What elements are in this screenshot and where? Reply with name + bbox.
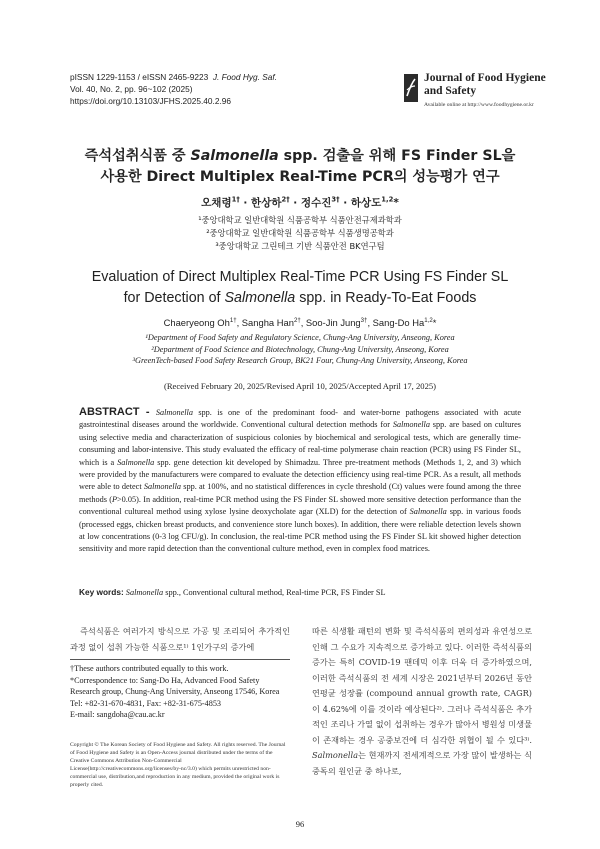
author-sup: 3† <box>331 195 340 204</box>
author-sup: 1,2 <box>424 316 433 324</box>
footnote-equal-contribution: †These authors contributed equally to this work. <box>70 664 229 673</box>
corresponding-mark: * <box>432 317 437 328</box>
logo-title-line2: and Safety <box>424 85 477 97</box>
body-text: 는 현재까지 전세계적으로 가장 많이 발생하는 식중독의 원인균 중 하나로, <box>312 750 532 776</box>
doi-link[interactable]: https://doi.org/10.13103/JFHS.2025.40.2.96 <box>70 96 231 106</box>
body-left-column <box>70 624 290 655</box>
footnotes <box>70 663 290 721</box>
author-name: Chaeryeong Oh <box>163 317 230 328</box>
author-sup: 1† <box>231 195 240 204</box>
author-sup: 3† <box>360 316 368 324</box>
keywords-label: Key words: <box>79 587 124 597</box>
author-sup: 1,2 <box>381 195 394 204</box>
body-text: 즉석식품은 여러가지 방식으로 가공 및 조리되어 추가적인 과정 없이 섭취 가능한 식품으로¹⁾ 1인가구의 증가에 <box>70 626 290 652</box>
genus-italic: Salmonella <box>117 457 155 467</box>
affiliation: ³중앙대학교 그린테크 기반 식품안전 BK연구팀 <box>215 241 385 251</box>
abstract <box>79 406 521 556</box>
body-right-column <box>312 624 532 779</box>
abstract-text: spp. in various foods (processed eggs, chicken breast products, and convenience store lunch boxes). In addition, there were reliable detection levels shown at low concentrations (0-3 log CFU/g). In conclusion, the real-time PCR method using the FS Finder SL kit showed higher detection sensitivity and more rapid detection than the conventional culture method, even in complex food matrices. <box>79 507 521 554</box>
abstract-text: spp. at 100%, and no statistical differences in cycle threshold (Ct) values were found among the three methods ( <box>79 482 521 504</box>
affiliation: ³GreenTech-based Food Safety Research Group, BK21 Four, Chung-Ang University, Anseong, Korea <box>132 356 468 365</box>
korean-title-genus: Salmonella <box>190 148 279 164</box>
body-text: 따른 식생활 패턴의 변화 및 즉석식품의 편의성과 유연성으로 인해 그 수요가 지속적으로 증가하고 있다. 이러한 즉석식품의 증가는 특히 COVID-19 팬데믹 이후 더욱 더 증가하였으며, 이러한 즉석식품의 전 세계 시장은 2021년부터 2026년 동안 연평균 성장률 (compound annual growth rate, CAGR)이 4.62%에 이를 것이라 예상된다²⁾. 그러나 즉석식품은 추가적인 조리나 가열 없이 섭취하는 경우가 많아서 병원성 미생물이 존재하는 경우 공중보건에 더 심각한 위협이 될 수 있다³⁾. <box>312 626 532 745</box>
genus-italic: Salmonella <box>409 507 447 517</box>
logo-title-line1: Journal of Food Hygiene <box>424 72 546 84</box>
footnote-correspondence: *Correspondence to: Sang-Do Ha, Advanced Food Safety Research group, Chung-Ang University, Anseong 17546, Korea <box>70 675 280 696</box>
korean-title-text: 즉석섭취식품 중 <box>84 148 191 164</box>
author-name: , Soo-Jin Jung <box>300 317 361 328</box>
footnote-divider <box>70 659 290 660</box>
author-sup: 1† <box>229 316 237 324</box>
journal-header <box>70 71 277 107</box>
footnote-email[interactable]: E-mail: sangdoha@cau.ac.kr <box>70 710 165 719</box>
english-title-text: for Detection of <box>123 290 225 306</box>
author-sup: 2† <box>293 316 301 324</box>
genus-italic: Salmonella <box>123 588 164 597</box>
abstract-text: spp. gene detection kit developed by Shimadzu. Three pre-treatment methods (Methods 1, 2, and 3) which were provided by the manufacturers were compared to evaluate the detection efficiency using real-time PCR. As a result, all methods were able to detect <box>79 457 522 492</box>
genus-italic: Salmonella <box>143 482 181 492</box>
author-name: · 한상하 <box>243 197 282 209</box>
copyright-notice: Copyright © The Korean Society of Food Hygiene and Safety. All rights reserved. The Journal of Food Hygiene and Safety is an Open-Access journal distributed under the terms of the Creative Commons Attribution Non-Commercial License(http://creativecommons.org/licenses/by-nc/3.0) which permits unrestricted non-commercial use, distribution,and reproduction in any medium, provided the original work is properly cited. <box>70 742 286 789</box>
english-affiliations <box>0 332 600 367</box>
genus-italic: Salmonella <box>312 750 359 760</box>
affiliation: ¹Department of Food Safety and Regulatory Science, Chung-Ang University, Anseong, Korea <box>145 333 455 342</box>
english-title <box>0 267 600 309</box>
journal-logo-icon <box>404 74 418 102</box>
author-name: · 하상도 <box>343 197 382 209</box>
journal-logo <box>404 72 546 118</box>
abstract-text: spp. is one of the predominant food- and water-borne pathogens associated with acute gastrointestinal diseases around the worldwide. Conventional cultural detection methods for <box>79 408 521 430</box>
issn: pISSN 1229-1153 / eISSN 2465-9223 <box>70 72 209 82</box>
english-title-genus: Salmonella <box>224 290 296 306</box>
footnote-phone: Tel: +82-31-670-4831, Fax: +82-31-675-4853 <box>70 698 222 708</box>
author-name: , Sangha Han <box>236 317 294 328</box>
korean-authors <box>0 195 600 210</box>
author-sup: 2† <box>281 195 290 204</box>
english-title-line2 <box>0 288 600 309</box>
p-value-symbol: P <box>111 494 118 504</box>
keywords-text: spp., Conventional cultural method, Real-time PCR, FS Finder SL <box>163 588 386 597</box>
journal-abbrev: J. Food Hyg. Saf. <box>212 72 277 82</box>
korean-title-line2: 사용한 Direct Multiplex Real-Time PCR의 성능평가 연구 <box>100 169 500 185</box>
available-online: Available online at http://www.foodhygiene.or.kr <box>424 102 534 108</box>
author-name: · 정수진 <box>293 197 332 209</box>
affiliation: ²Department of Food Science and Biotechnology, Chung-Ang University, Anseong, Korea <box>151 344 449 354</box>
english-authors <box>0 317 600 328</box>
keywords <box>79 587 521 597</box>
korean-title-line1 <box>0 146 600 167</box>
page-number: 96 <box>295 819 305 829</box>
corresponding-mark: * <box>393 197 399 209</box>
korean-title-text: spp. 검출을 위해 FS Finder SL을 <box>278 148 516 164</box>
abstract-heading: ABSTRACT - <box>79 406 156 418</box>
affiliation: ¹중앙대학교 일반대학원 식품공학부 식품안전규제과학과 <box>198 215 402 225</box>
genus-italic: Salmonella <box>392 420 430 430</box>
english-title-text: spp. in Ready-To-Eat Foods <box>295 290 477 306</box>
affiliation: ²중앙대학교 일반대학원 식품공학부 식품생명공학과 <box>206 228 394 238</box>
english-title-line1: Evaluation of Direct Multiplex Real-Time PCR Using FS Finder SL <box>91 269 509 285</box>
author-name: , Sang-Do Ha <box>367 317 425 328</box>
received-dates: (Received February 20, 2025/Revised April 10, 2025/Accepted April 17, 2025) <box>163 381 437 391</box>
volume-info: Vol. 40, No. 2, pp. 96~102 (2025) <box>70 84 193 94</box>
korean-affiliations <box>0 214 600 253</box>
genus-italic: Salmonella <box>155 408 193 417</box>
abstract-text: >0.05). In addition, real-time PCR method using the FS Finder SL showed more sensitive detection performance than the conventional cultureal method using xylose lysine deoxycholate agar (XLD) for the detection of <box>79 494 521 517</box>
author-name: 오채령 <box>201 197 232 209</box>
korean-title <box>0 146 600 188</box>
abstract-text: spp. are based on cultures using selective media and characterization of suspicious colonies by biochemical and serological tests, which are generally time-consuming and labor-intensive. This study evaluated the efficacy of real-time polymerase chain reaction (PCR) using FS Finder SL, which is a <box>79 420 521 467</box>
